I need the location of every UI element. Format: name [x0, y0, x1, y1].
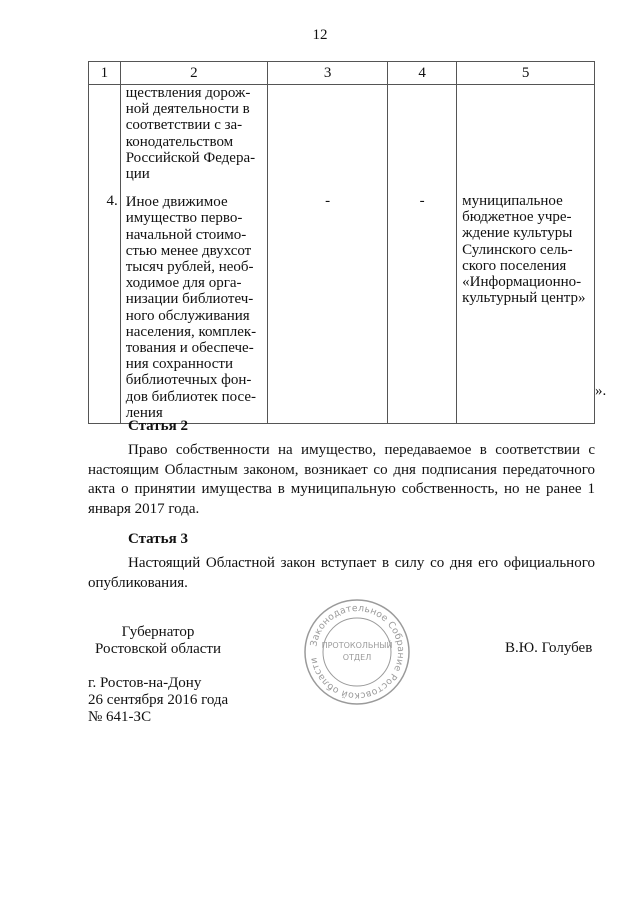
table-header-row [89, 62, 595, 85]
article-2-text: Право собственности на имущество, передаваемое в соответствии с настоящим Областным законом, возникает со дня подписания передаточного акта о принятии имущества в муниципальную собственность, но не ранее 1 января 2017 года. [88, 442, 595, 517]
continuation-text: ществления дорож- ной деятельности в соответствии с за- конодательством Российской Федера- ции [125, 85, 256, 183]
closing-quote: ». [595, 383, 607, 399]
law-number: № 641-ЗС [88, 709, 152, 725]
place-and-date [88, 675, 228, 726]
col4-value: - [419, 193, 425, 209]
header-col-4: 4 [388, 62, 457, 85]
article-3-title: Статья 3 [128, 531, 188, 547]
header-col-1: 1 [89, 62, 121, 85]
property-name: Иное движимое имущество перво- начальной стоимо- стью менее двухсот тысяч рублей, необ- ходимое для орга- низации библиотеч- ного обслуживания населения, комплек- тования и обеспече- ния сохранности библиотечных фон- дов библиотек посе- ления [125, 194, 257, 421]
signatory-position: Губернатор Ростовской области [95, 624, 221, 657]
recipient: муниципальное бюджетное учре- ждение культуры Сулинского сель- ского поселения «Информационно- культурный центр» [462, 193, 586, 307]
table-row [89, 85, 595, 424]
col3-value: - [325, 193, 331, 209]
stamp-ring-text: Законодательное Собрание Ростовской области [308, 602, 407, 702]
city: г. Ростов-на-Дону [88, 675, 202, 691]
header-col-3: 3 [268, 62, 388, 85]
stamp-center-line2: ОТДЕЛ [342, 653, 372, 662]
page-number: 12 [312, 27, 328, 43]
date: 26 сентября 2016 года [88, 692, 229, 708]
article-2-title: Статья 2 [128, 418, 188, 434]
stamp-center-line1: ПРОТОКОЛЬНЫЙ [321, 641, 393, 650]
header-col-5: 5 [457, 62, 595, 85]
header-col-2: 2 [120, 62, 267, 85]
signatory-name: В.Ю. Голубев [505, 640, 593, 656]
article-3-text: Настоящий Областной закон вступает в силу со дня его официального опубликования. [88, 555, 595, 591]
row-number: 4. [106, 193, 118, 209]
official-stamp [303, 598, 411, 706]
property-table [88, 61, 595, 424]
